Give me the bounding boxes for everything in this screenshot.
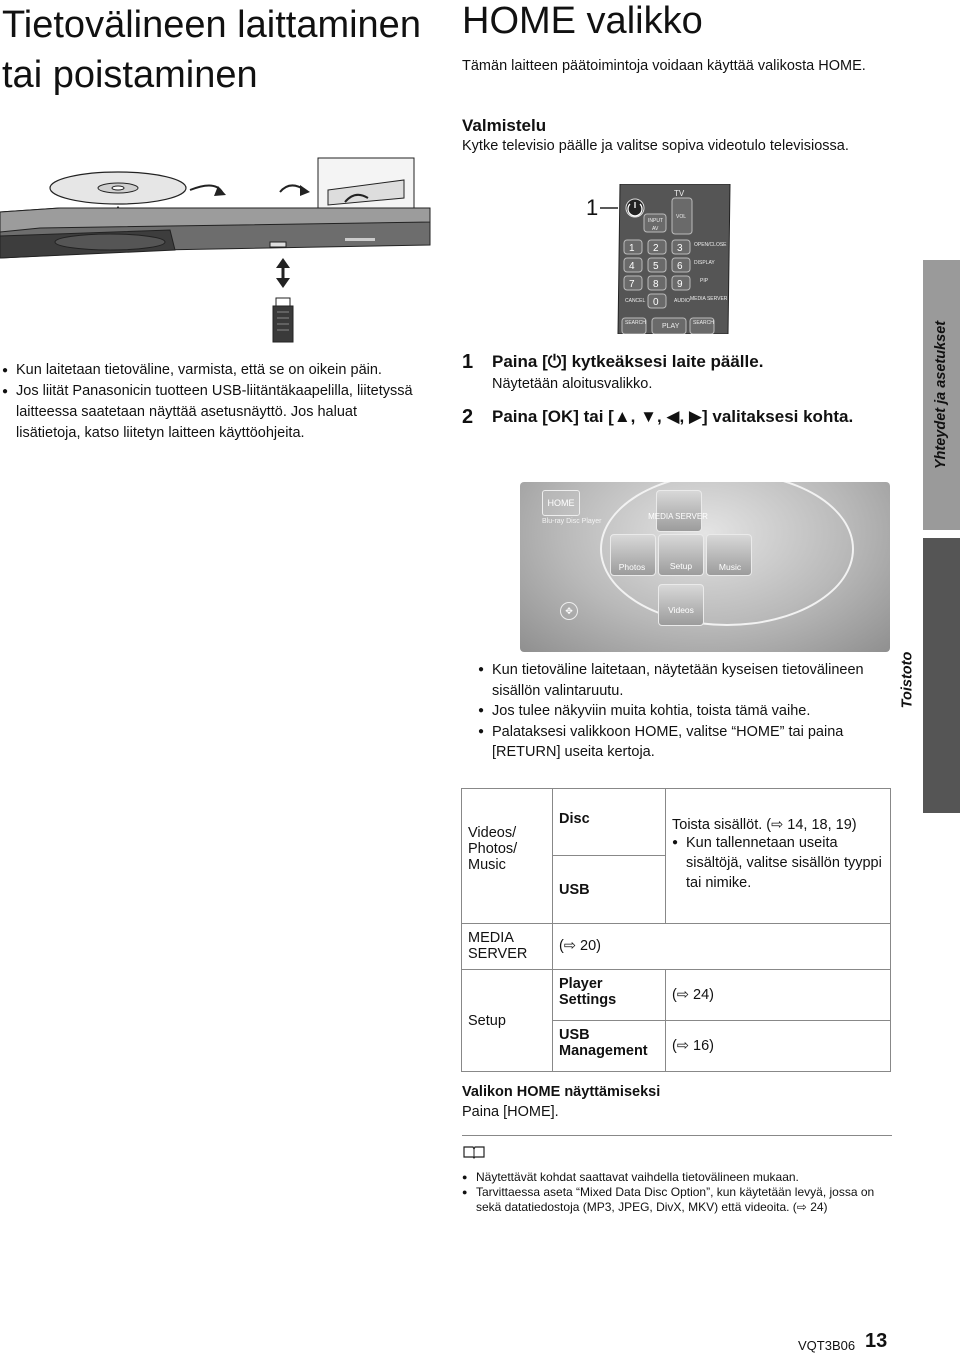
row1-usb: USB [559,882,590,898]
notes-divider [462,1135,892,1136]
remote-key-3: 3 [677,243,683,254]
remote-search-left-label: SEARCH [625,320,646,326]
row1-description [666,789,891,924]
remote-audio-label: AUDIO [674,298,690,304]
note-1: ● Näytettävät kohdat saattavat vaihdella tietovälineen mukaan. [462,1170,892,1185]
remote-illustration [600,184,740,334]
remote-key-2: 2 [653,243,659,254]
media-server-tile[interactable] [656,490,702,532]
photos-label: Photos [618,562,646,572]
remote-tv-label: TV [674,189,685,198]
home-key-heading: Valikon HOME näyttämiseksi [462,1084,661,1100]
intro-text: Tämän laitteen päätoimintoja voidaan käyttää valikosta HOME. [462,58,866,74]
remote-key-5: 5 [653,261,659,272]
media-server-label: MEDIA SERVER [648,512,708,521]
preparation-heading: Valmistelu [462,116,547,135]
remote-input-label: INPUT [648,218,663,224]
setup-label: Setup [669,561,693,571]
remote-open-close-label: OPEN/CLOSE [694,242,727,248]
side-tab-playback[interactable] [923,538,960,813]
row3-sub1: Player Settings [553,970,666,1021]
left-bullet-list [2,360,422,444]
row1-sub-cells [553,789,666,924]
side-tab-connections-label: Yhteydet ja asetukset [933,320,950,470]
remote-vol-label: VOL [676,214,687,220]
row3-sub2: USB Management [553,1021,666,1072]
step-1-text: Paina [⏻] kytkeäksesi laite päälle. [492,352,764,371]
home-menu-screen [520,482,890,652]
left-title-line-2: tai poistaminen [2,54,258,96]
row3-sub1-ref: (⇨ 24) [666,970,891,1021]
remote-cancel-label: CANCEL [625,298,646,304]
remote-pip-label: PIP [700,278,709,284]
remote-play-label: PLAY [662,323,680,330]
row1-desc-text: Toista sisällöt. (⇨ 14, 18, 19) [672,817,857,833]
remote-display-label: DISPLAY [694,260,715,266]
step-2 [462,405,882,429]
remote-av-label: AV [652,226,659,232]
remote-key-9: 9 [677,279,683,290]
home-menu-table [461,788,891,1072]
page-number: 13 [865,1330,888,1352]
table-row [462,970,891,1021]
remote-key-6: 6 [677,261,683,272]
preparation-text: Kytke televisio päälle ja valitse sopiva videotulo televisiossa. [462,138,849,154]
side-tab-playback-label-wrap [890,640,924,720]
remote-search-right-label: SEARCH [693,320,714,326]
remote-key-0: 0 [653,297,659,308]
step-2-text: Paina [OK] tai [▲, ▼, ◀, ▶] valitaksesi kohta. [492,407,854,426]
callout-number: 1 [586,195,599,220]
right-bullet-2: ● Jos tulee näkyviin muita kohtia, toista tämä vaihe. [478,701,878,722]
step-1-number: 1 [462,351,474,373]
player-illustration [0,150,440,345]
remote-key-7: 7 [629,279,635,290]
table-row [462,924,891,970]
left-bullet-1: ● Kun laitetaan tietoväline, varmista, että se on oikein päin. [2,360,422,381]
step-1-subtext: Näytetään aloitusvalikko. [492,376,653,392]
document-code: VQT3B06 [798,1338,856,1353]
side-tab-connections[interactable] [923,260,960,530]
videos-label: Videos [668,605,694,615]
note-book-icon [462,1145,486,1159]
left-title-line-1: Tietovälineen laittaminen [2,4,421,46]
home-badge: HOME [542,490,580,516]
row3-label: Setup [462,970,553,1072]
row3-sub2-ref: (⇨ 16) [666,1021,891,1072]
left-page-title [2,0,442,100]
row1-label: Videos/ Photos/ Music [462,789,553,924]
right-bullet-3: ● Palataksesi valikkoon HOME, valitse “HOME” tai paina [RETURN] useita kertoja. [478,722,878,763]
music-label: Music [718,562,742,572]
home-key-text: Paina [HOME]. [462,1104,559,1120]
step-1 [462,350,882,374]
left-bullet-2: ● Jos liität Panasonicin tuotteen USB-liitäntäkaapelilla, liitetyssä laitteessa saatetaan näyttää asetusnäyttö. Jos haluat lisätietoja, katso liitetyn laitteen käyttöohjeita. [2,381,422,444]
row1-disc: Disc [553,789,665,856]
row2-label: MEDIA SERVER [462,924,553,970]
remote-media-server-label: MEDIA SERVER [690,296,728,302]
note-2: ● Tarvittaessa aseta “Mixed Data Disc Option”, kun käytetään levyä, jossa on sekä datatiedostoja (MP3, JPEG, DivX, MKV) että videoita. (⇨ 24) [462,1185,892,1215]
right-bullet-list [478,660,878,763]
remote-key-8: 8 [653,279,659,290]
home-subtitle: Blu-ray Disc Player [542,518,602,525]
remote-key-4: 4 [629,261,635,272]
notes-list [462,1170,892,1215]
navigation-cross-icon: ✥ [560,602,578,620]
row1-desc-bullet: ● Kun tallennetaan useita sisältöjä, valitse sisällön tyyppi tai nimike. [672,833,884,893]
row2-description: (⇨ 20) [553,924,891,970]
right-page-title: HOME valikko [462,0,703,42]
remote-key-1: 1 [629,243,635,254]
step-2-number: 2 [462,406,474,428]
right-bullet-1: ● Kun tietoväline laitetaan, näytetään kyseisen tietovälineen sisällön valintaruutu. [478,660,878,701]
table-row [462,789,891,924]
side-tab-playback-label: Toistoto [899,651,916,709]
